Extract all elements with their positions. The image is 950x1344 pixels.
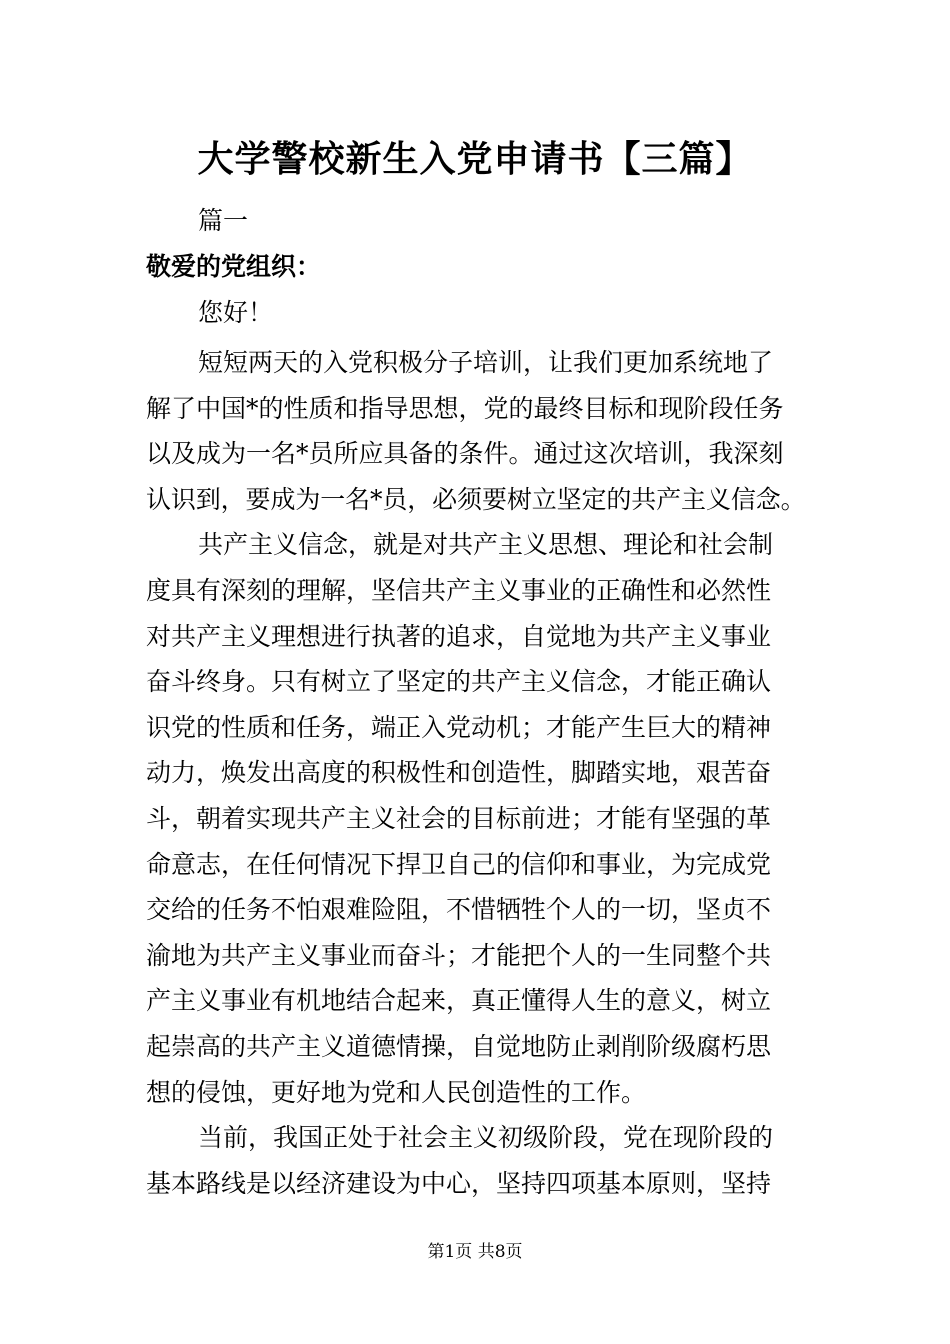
text-line: 基本路线是以经济建设为中心，坚持四项基本原则，坚持 (146, 1168, 772, 1198)
text-line: 产主义事业有机地结合起来，真正懂得人生的意义，树立 (146, 986, 772, 1016)
text-line: 共产主义信念，就是对共产主义思想、理论和社会制 (198, 530, 774, 560)
body-text (146, 340, 806, 1206)
page-footer: 第1页 共8页 (427, 1242, 523, 1262)
document-title: 大学警校新生入党申请书【三篇】 (197, 138, 753, 180)
text-line: 对共产主义理想进行执著的追求，自觉地为共产主义事业 (146, 621, 772, 651)
text-line: 想的侵蚀，更好地为党和人民创造性的工作。 (146, 1077, 647, 1107)
text-line: 奋斗终身。只有树立了坚定的共产主义信念，才能正确认 (146, 667, 772, 697)
text-line: 认识到，要成为一名*员，必须要树立坚定的共产主义信念。 (146, 484, 806, 514)
text-line: 短短两天的入党积极分子培训，让我们更加系统地了 (198, 348, 774, 377)
text-line: 交给的任务不怕艰难险阻，不惜牺牲个人的一切，坚贞不 (146, 895, 772, 925)
greeting: 您好！ (198, 298, 274, 327)
text-line: 识党的性质和任务，端正入党动机；才能产生巨大的精神 (146, 712, 772, 742)
text-line: 命意志，在任何情况下捍卫自己的信仰和事业，为完成党 (146, 849, 772, 879)
text-line: 解了中国*的性质和指导思想，党的最终目标和现阶段任务 (146, 393, 784, 423)
text-line: 斗，朝着实现共产主义社会的目标前进；才能有坚强的革 (146, 803, 772, 833)
text-line: 当前，我国正处于社会主义初级阶段，党在现阶段的 (198, 1123, 774, 1153)
salutation: 敬爱的党组织： (146, 252, 322, 281)
text-line: 渝地为共产主义事业而奋斗；才能把个人的一生同整个共 (146, 940, 772, 970)
text-line: 动力，焕发出高度的积极性和创造性，脚踏实地，艰苦奋 (146, 758, 772, 788)
section-label: 篇一 (198, 206, 249, 235)
text-line: 以及成为一名*员所应具备的条件。通过这次培训，我深刻 (146, 439, 784, 469)
text-line: 度具有深刻的理解，坚信共产主义事业的正确性和必然性 (146, 575, 772, 605)
text-line: 起崇高的共产主义道德情操，自觉地防止剥削阶级腐朽思 (146, 1031, 772, 1061)
